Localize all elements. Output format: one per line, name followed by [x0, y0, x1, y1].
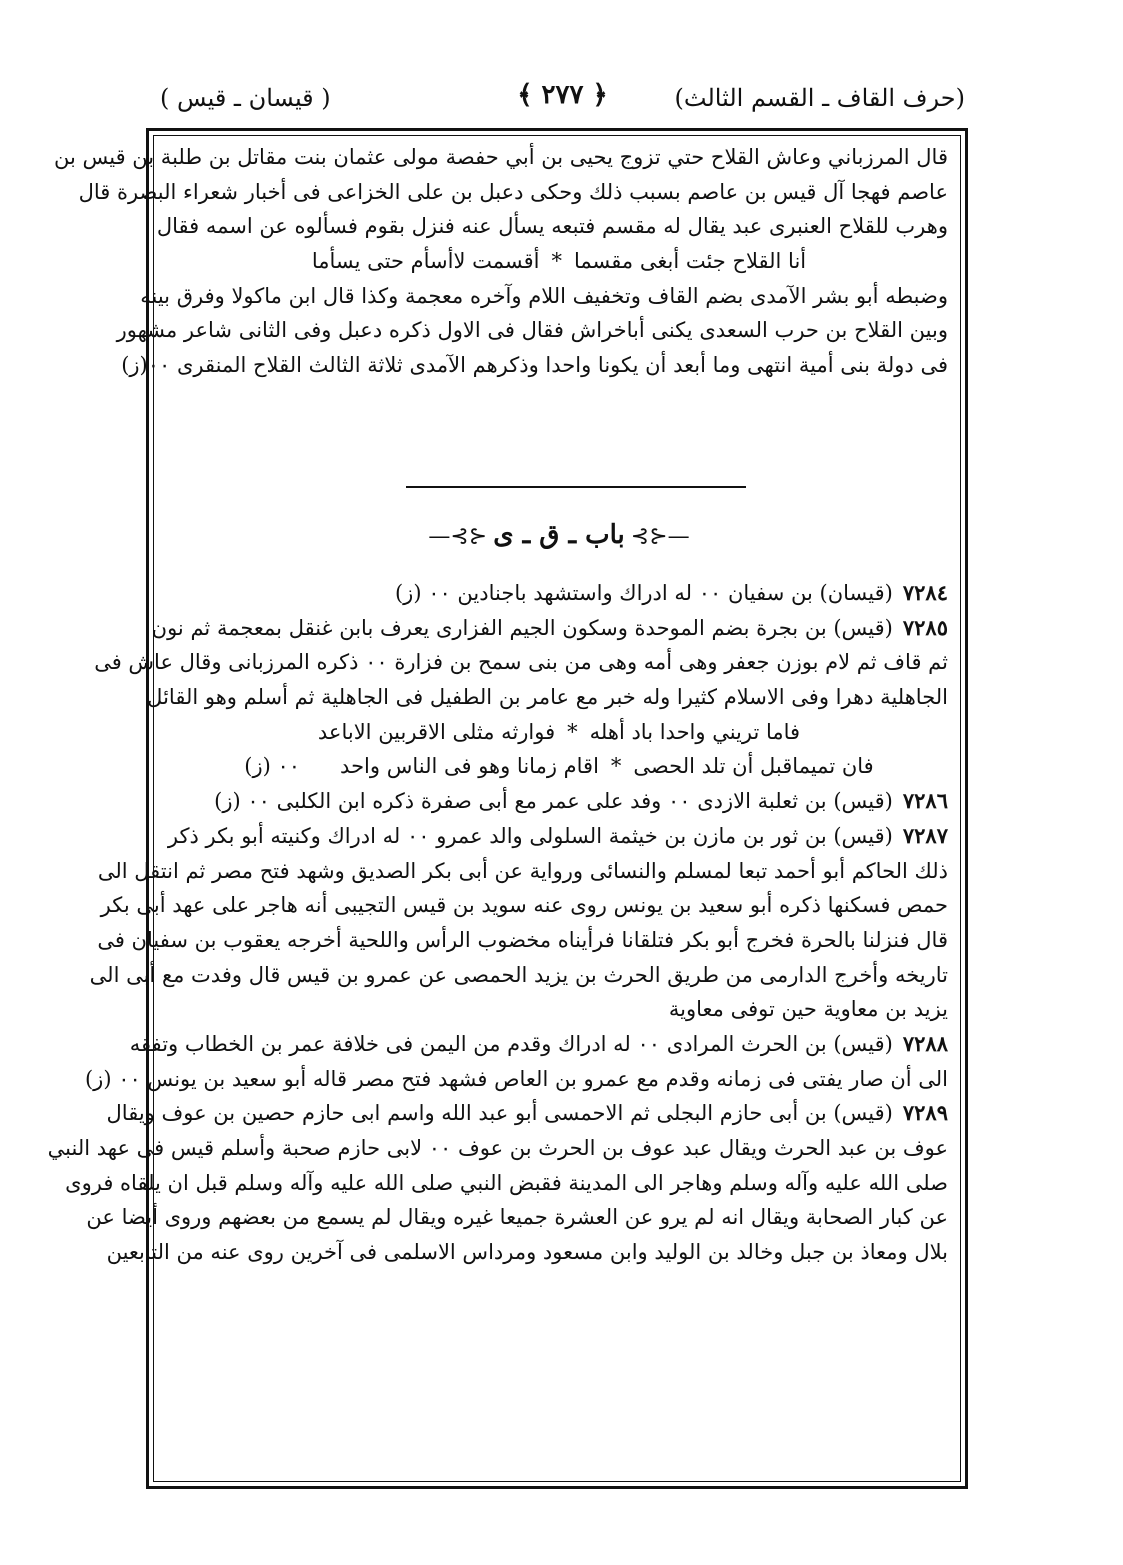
text-line: قال المرزباني وعاش القلاح حتي تزوج يحيى بن أبي حفصة مولى عثمان بنت مقاتل بن طلبة بن قيس بن	[53, 145, 948, 169]
text-line: تاريخه وأخرج الدارمى من طريق الحرث بن يزيد الحمصى عن عمرو بن قيس قال وفدت مع أبى الى	[89, 962, 948, 987]
text-line: حمص فسكنها ذكره أبو سعيد بن يونس روى عنه سويد بن قيس التجيبى أنه هاجر على عهد أبى بكر	[100, 893, 948, 918]
entry-line	[170, 576, 948, 611]
entry-text: (قيس) بن الحرث المرادى ٠٠ له ادراك وقدم من اليمن فى خلافة عمر بن الخطاب وتفقه	[129, 1031, 893, 1056]
page-header	[160, 70, 965, 130]
verse-hemistich: اقام زمانا وهو فى الناس واحد	[340, 754, 599, 779]
verse-line	[170, 715, 948, 750]
verse-star-icon: *	[551, 249, 563, 274]
text-line: وهرب للقلاح العنبرى عبد يقال له مقسم فتبعه يسأل عنه فنزل بقوم فسألوه عن اسمه فقال	[156, 214, 948, 239]
text-line: الى أن صار يفتى فى زمانه وقدم مع عمرو بن العاص فشهد فتح مصر قاله أبو سعيد بن يونس ٠٠ (ز)	[84, 1066, 948, 1091]
text-line: ذلك الحاكم أبو أحمد تبعا لمسلم والنسائى ورواية عن أبى بكر الصديق وشهد فتح مصر ثم انتقل الى	[97, 858, 948, 883]
entry-line	[129, 1027, 948, 1062]
entry-line	[170, 784, 948, 819]
entry-number: ٧٢٨٤	[902, 580, 948, 605]
entry-text: (قيس) بن بجرة بضم الموحدة وسكون الجيم الفزارى يعرف بابن غنقل بمعجمة ثم نون	[151, 615, 893, 640]
ornament-icon: —⊰⊱	[630, 524, 690, 549]
verse-line	[170, 244, 948, 279]
header-section-title: (حرف القاف ـ القسم الثالث)	[674, 84, 965, 112]
verse-star-icon: *	[610, 754, 622, 779]
entry-text: (قيس) بن ثعلبة الازدى ٠٠ وفد على عمر مع أبى صفرة ذكره ابن الكلبى ٠٠ (ز)	[214, 789, 893, 814]
text-line: صلى الله عليه وآله وسلم وهاجر الى المدينة فقبض النبي صلى الله عليه وآله وسلم قبل ان يلقاه فروى	[65, 1170, 948, 1195]
entry-text: (قيسان) بن سفيان ٠٠ له ادراك واستشهد باجنادين ٠٠ (ز)	[394, 581, 893, 605]
text-line: عوف بن عبد الحرث ويقال عبد عوف بن الحرث بن عوف ٠٠ لابى حازم صحبة وأسلم قيس فى عهد النبي	[47, 1136, 948, 1160]
entry-line	[167, 819, 948, 854]
section-divider	[406, 486, 746, 488]
text-line: عن كبار الصحابة ويقال انه لم يرو عن العشرة جميعا غيره ويقال لم يسمع من بعضهم وروى أيضا عن	[86, 1205, 948, 1230]
entries-block	[47, 576, 948, 1270]
entry-number: ٧٢٨٥	[902, 614, 948, 640]
entry-number: ٧٢٨٧	[902, 822, 948, 848]
verse-star-icon: *	[567, 719, 578, 744]
text-line: عاصم فهجا آل قيس بن عاصم بسبب ذلك وحكى دعبل بن على الخزاعى فى أخبار شعراء البصرة قال	[78, 179, 948, 204]
verse-source-mark: ٠٠ (ز)	[244, 754, 301, 779]
entry-number: ٧٢٨٨	[902, 1030, 948, 1056]
verse-line	[170, 749, 948, 784]
verse-hemistich: فان تميماقبل أن تلد الحصى	[633, 754, 874, 779]
verse-hemistich: أقسمت لاأسأم حتى يسأما	[311, 249, 540, 274]
continued-entry-text	[53, 140, 948, 383]
text-line: يزيد بن معاوية حين توفى معاوية	[668, 997, 948, 1022]
page-number: ﴿ ٢٧٧ ﴾	[517, 80, 608, 110]
ornament-icon: ⊰⊱—	[428, 524, 488, 549]
entry-text: (قيس) بن ثور بن مازن بن خيثمة السلولى والد عمرو ٠٠ له ادراك وكنيته أبو بكر ذكر	[167, 823, 893, 848]
chapter-heading	[170, 520, 948, 550]
text-line: قال فنزلنا بالحرة فخرج أبو بكر فتلقانا فرأيناه مخضوب الرأس واللحية أخرجه يعقوب بن سفيان فى	[97, 927, 948, 952]
text-line: ثم قاف ثم لام بوزن جعفر وهى أمه وهى من بنى سمح بن فزارة ٠٠ ذكره المرزبانى وقال عاش فى	[94, 650, 948, 675]
verse-hemistich: فوارثه مثلى الاقربين الاباعد	[317, 719, 556, 744]
entry-text: (قيس) بن أبى حازم البجلى ثم الاحمسى أبو عبد الله واسم ابى حازم حصين بن عوف ويقال	[106, 1101, 893, 1126]
header-entry-range: ( قيسان ـ قيس )	[160, 84, 331, 112]
entry-number: ٧٢٨٦	[902, 788, 948, 814]
verse-hemistich: فاما تريني واحدا باد أهله	[589, 719, 801, 744]
entry-number: ٧٢٨٩	[902, 1100, 948, 1126]
text-line: فى دولة بنى أمية انتهى وما أبعد أن يكونا واحدا وذكرهم الآمدى ثلاثة الثالث القلاح المنقرى ٠٠(ز)	[121, 353, 948, 378]
chapter-title: باب ـ ق ـ ى	[493, 520, 625, 550]
entry-line	[106, 1096, 948, 1131]
verse-hemistich: أنا القلاح جئت أبغى مقسما	[574, 249, 807, 274]
text-line: وضبطه أبو بشر الآمدى بضم القاف وتخفيف اللام وآخره معجمة وكذا قال ابن ماكولا وفرق بينه	[140, 283, 948, 308]
text-line: بلال ومعاذ بن جبل وخالد بن الوليد وابن مسعود ومرداس الاسلمى فى آخرين روى عنه من التابعين	[106, 1240, 948, 1265]
entry-line	[151, 611, 948, 646]
text-line: الجاهلية دهرا وفى الاسلام كثيرا وله خبر مع عامر بن الطفيل فى الجاهلية ثم أسلم وهو القائل	[147, 685, 948, 710]
text-line: وبين القلاح بن حرب السعدى يكنى أباخراش فقال فى الاول ذكره دعبل وفى الثانى شاعر مشهور	[116, 318, 948, 343]
